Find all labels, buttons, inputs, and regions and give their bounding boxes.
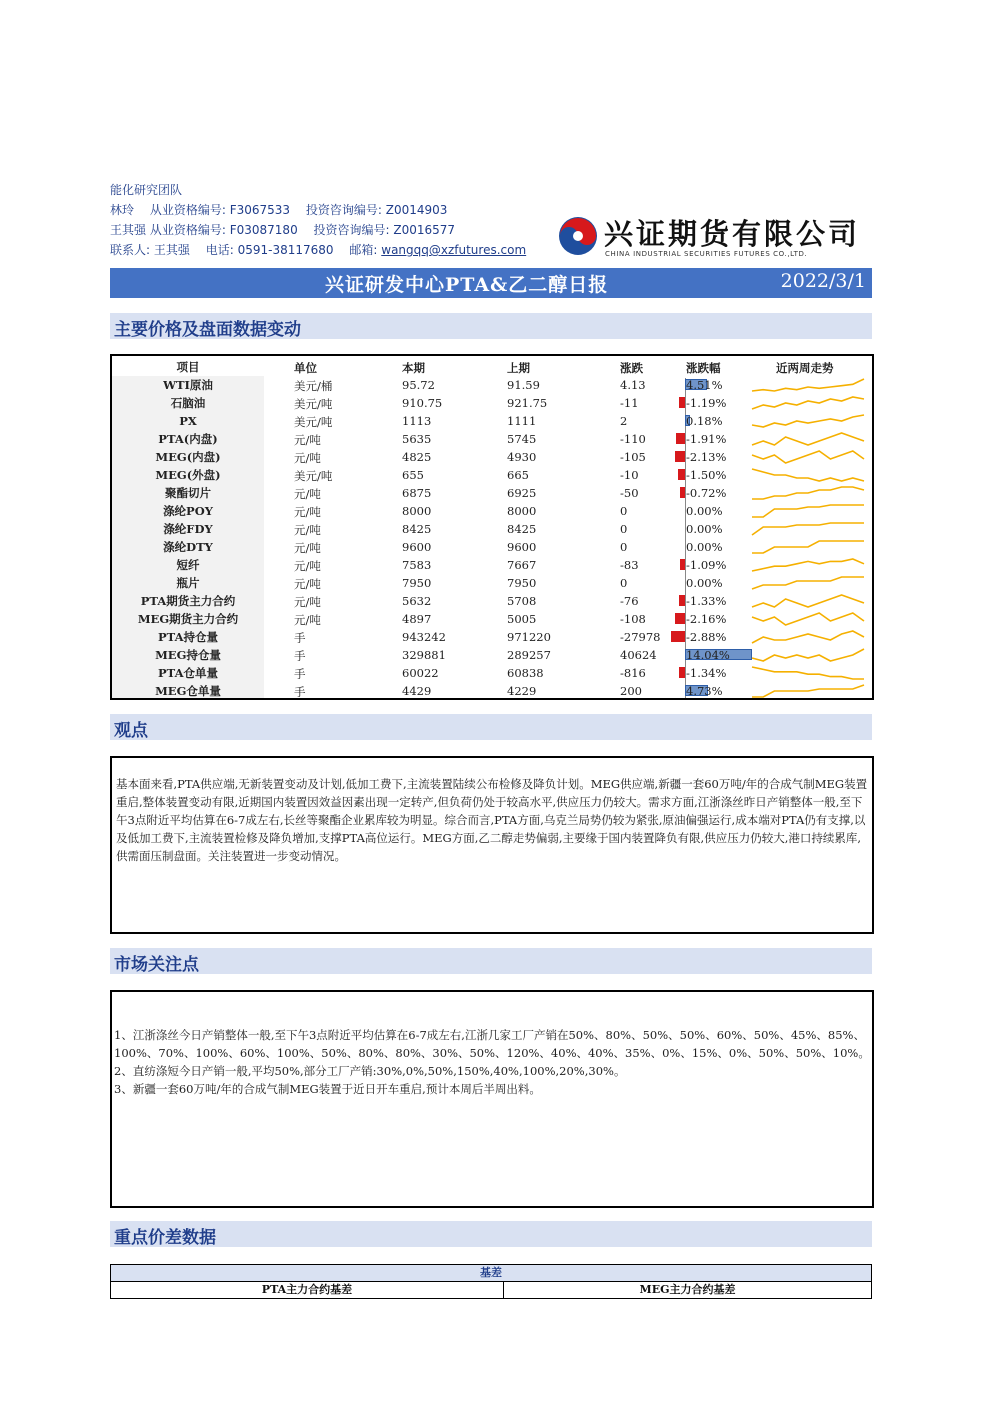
row-unit: 元/吨 bbox=[294, 487, 321, 501]
spread-col-pta: PTA主力合约基差 bbox=[111, 1282, 504, 1298]
table-row bbox=[112, 628, 872, 646]
row-previous: 1111 bbox=[507, 414, 537, 428]
row-unit: 元/吨 bbox=[294, 613, 321, 627]
row-change-pct: -1.91% bbox=[686, 432, 727, 446]
row-name: 涤纶DTY bbox=[112, 538, 264, 556]
row-change: 0 bbox=[620, 576, 628, 590]
header-current: 本期 bbox=[402, 361, 425, 375]
row-current: 95.72 bbox=[402, 378, 435, 392]
change-bar bbox=[679, 667, 685, 678]
table-row bbox=[112, 682, 872, 700]
qual-number: F03087180 bbox=[229, 223, 298, 237]
table-row bbox=[112, 448, 872, 466]
row-name: WTI原油 bbox=[112, 376, 264, 394]
focus-item: 2、直纺涤短今日产销一般,平均50%,部分工厂产销:30%,0%,50%,150%,40%,100%,20%,30%。 bbox=[114, 1064, 626, 1078]
section-header-prices bbox=[110, 313, 872, 339]
row-change: -83 bbox=[620, 558, 639, 572]
row-current: 4897 bbox=[402, 612, 432, 626]
row-name: MEG(外盘) bbox=[112, 466, 264, 484]
row-unit: 元/吨 bbox=[294, 505, 321, 519]
row-previous: 5708 bbox=[507, 594, 537, 608]
change-bar bbox=[671, 631, 685, 642]
analyst-row bbox=[110, 220, 526, 240]
inv-label: 投资咨询编号: bbox=[305, 203, 382, 217]
section-header-spread bbox=[110, 1221, 872, 1247]
contact-name: 王其强 bbox=[153, 243, 190, 257]
row-previous: 4229 bbox=[507, 684, 537, 698]
trend-sparkline bbox=[748, 646, 868, 664]
row-unit: 手 bbox=[294, 631, 306, 645]
section-title: 市场关注点 bbox=[114, 955, 199, 975]
row-change: -11 bbox=[620, 396, 639, 410]
row-change-pct: -2.13% bbox=[686, 450, 727, 464]
company-logo bbox=[558, 214, 870, 264]
row-current: 943242 bbox=[402, 630, 446, 644]
row-change-pct: -1.19% bbox=[686, 396, 727, 410]
trend-line bbox=[752, 469, 864, 481]
row-change: -27978 bbox=[620, 630, 661, 644]
row-change: 0 bbox=[620, 540, 628, 554]
trend-sparkline bbox=[748, 574, 868, 592]
table-row bbox=[112, 646, 872, 664]
row-current: 329881 bbox=[402, 648, 446, 662]
row-change: 0 bbox=[620, 522, 628, 536]
row-current: 910.75 bbox=[402, 396, 443, 410]
row-name: PTA持仓量 bbox=[112, 628, 264, 646]
analyst-row bbox=[110, 200, 526, 220]
row-unit: 美元/吨 bbox=[294, 415, 333, 429]
trend-sparkline bbox=[748, 484, 868, 502]
table-row bbox=[112, 466, 872, 484]
row-name: 石脑油 bbox=[112, 394, 264, 412]
row-previous: 5745 bbox=[507, 432, 537, 446]
table-row bbox=[112, 430, 872, 448]
trend-line bbox=[752, 613, 864, 625]
row-change: 40624 bbox=[620, 648, 657, 662]
row-name: 涤纶POY bbox=[112, 502, 264, 520]
row-change-pct: 0.00% bbox=[686, 522, 723, 536]
trend-sparkline bbox=[748, 394, 868, 412]
analyst-name: 林玲 bbox=[110, 203, 135, 217]
table-row bbox=[112, 394, 872, 412]
inv-number: Z0016577 bbox=[393, 223, 456, 237]
trend-line bbox=[752, 397, 864, 409]
row-name: PTA期货主力合约 bbox=[112, 592, 264, 610]
row-name: MEG持仓量 bbox=[112, 646, 264, 664]
row-unit: 元/吨 bbox=[294, 433, 321, 447]
trend-sparkline bbox=[748, 556, 868, 574]
spread-col-meg: MEG主力合约基差 bbox=[639, 1283, 736, 1296]
focus-box bbox=[110, 990, 874, 1208]
row-previous: 971220 bbox=[507, 630, 551, 644]
trend-line bbox=[752, 631, 864, 643]
row-name: PX bbox=[112, 412, 264, 430]
row-change-pct: -2.88% bbox=[686, 630, 727, 644]
row-previous: 7950 bbox=[507, 576, 537, 590]
trend-line bbox=[752, 577, 864, 589]
row-current: 5632 bbox=[402, 594, 432, 608]
row-change: -110 bbox=[620, 432, 646, 446]
section-header-view bbox=[110, 714, 872, 740]
header-change-pct: 涨跌幅 bbox=[686, 361, 721, 375]
change-bar bbox=[678, 469, 685, 480]
row-name: 短纤 bbox=[112, 556, 264, 574]
trend-sparkline bbox=[748, 628, 868, 646]
row-current: 8425 bbox=[402, 522, 432, 536]
change-bar bbox=[680, 487, 685, 498]
contact-row bbox=[110, 240, 526, 260]
row-change-pct: -0.72% bbox=[686, 486, 727, 500]
row-previous: 289257 bbox=[507, 648, 551, 662]
row-unit: 手 bbox=[294, 649, 306, 663]
row-unit: 美元/桶 bbox=[294, 379, 333, 393]
row-change-pct: -1.50% bbox=[686, 468, 727, 482]
focus-item: 3、新疆一套60万吨/年的合成气制MEG装置于近日开车重启,预计本周后半周出料。 bbox=[114, 1082, 541, 1096]
trend-sparkline bbox=[748, 592, 868, 610]
row-previous: 91.59 bbox=[507, 378, 540, 392]
row-unit: 元/吨 bbox=[294, 577, 321, 591]
header-change: 涨跌 bbox=[620, 361, 643, 375]
row-change: 4.13 bbox=[620, 378, 646, 392]
logo-name: 兴证期货有限公司 bbox=[604, 217, 861, 251]
row-change-pct: 0.18% bbox=[686, 414, 723, 428]
trend-sparkline bbox=[748, 430, 868, 448]
row-change: 2 bbox=[620, 414, 628, 428]
report-title: 兴证研发中心PTA&乙二醇日报 bbox=[325, 274, 609, 296]
row-name: MEG期货主力合约 bbox=[112, 610, 264, 628]
team-name: 能化研究团队 bbox=[110, 183, 183, 197]
row-unit: 美元/吨 bbox=[294, 397, 333, 411]
row-change-pct: 4.51% bbox=[686, 378, 723, 392]
spread-table-header-row bbox=[111, 1282, 871, 1298]
table-row bbox=[112, 520, 872, 538]
report-date: 2022/3/1 bbox=[780, 270, 866, 292]
table-row bbox=[112, 484, 872, 502]
qual-label: 从业资格编号: bbox=[149, 203, 226, 217]
row-change: -50 bbox=[620, 486, 639, 500]
row-change-pct: 0.00% bbox=[686, 540, 723, 554]
change-bar bbox=[676, 433, 685, 444]
row-name: PTA(内盘) bbox=[112, 430, 264, 448]
change-bar bbox=[680, 559, 685, 570]
row-change-pct: 0.00% bbox=[686, 576, 723, 590]
table-row bbox=[112, 592, 872, 610]
row-unit: 元/吨 bbox=[294, 541, 321, 555]
email-link[interactable]: wangqq@xzfutures.com bbox=[381, 243, 527, 257]
row-unit: 元/吨 bbox=[294, 451, 321, 465]
row-current: 4825 bbox=[402, 450, 432, 464]
trend-sparkline bbox=[748, 412, 868, 430]
email-label: 邮箱: bbox=[349, 243, 378, 257]
row-name: MEG仓单量 bbox=[112, 682, 264, 700]
row-name: PTA仓单量 bbox=[112, 664, 264, 682]
row-name: 瓶片 bbox=[112, 574, 264, 592]
section-title: 主要价格及盘面数据变动 bbox=[114, 320, 301, 340]
trend-line bbox=[752, 649, 864, 661]
row-change: 0 bbox=[620, 504, 628, 518]
row-current: 655 bbox=[402, 468, 424, 482]
table-row bbox=[112, 556, 872, 574]
row-current: 7583 bbox=[402, 558, 432, 572]
trend-sparkline bbox=[748, 376, 868, 394]
row-previous: 7667 bbox=[507, 558, 537, 572]
row-unit: 手 bbox=[294, 667, 306, 681]
focus-item: 1、江浙涤丝今日产销整体一般,至下午3点附近平均估算在6-7成左右,江浙几家工厂产销在50%、80%、50%、50%、60%、50%、45%、85%、100%、70%、100%、60%、100%、50%、80%、80%、30%、50%、120%、40%、40%、35%、0%、15%、0%、50%、50%、10%。 bbox=[114, 1028, 870, 1060]
row-current: 7950 bbox=[402, 576, 432, 590]
row-change: -76 bbox=[620, 594, 639, 608]
row-change-pct: -1.33% bbox=[686, 594, 727, 608]
phone-number: 0591-38117680 bbox=[237, 243, 334, 257]
spread-table-title: 基差 bbox=[111, 1265, 871, 1282]
row-unit: 元/吨 bbox=[294, 595, 321, 609]
row-name: MEG(内盘) bbox=[112, 448, 264, 466]
row-current: 5635 bbox=[402, 432, 432, 446]
trend-sparkline bbox=[748, 682, 868, 700]
trend-line bbox=[752, 685, 864, 697]
row-previous: 921.75 bbox=[507, 396, 548, 410]
contact-block bbox=[110, 180, 526, 260]
trend-sparkline bbox=[748, 664, 868, 682]
row-change: -108 bbox=[620, 612, 646, 626]
table-row bbox=[112, 610, 872, 628]
logo-swirl-icon bbox=[558, 216, 598, 256]
change-bar bbox=[679, 595, 685, 606]
trend-line bbox=[752, 487, 864, 499]
row-change-pct: -2.16% bbox=[686, 612, 727, 626]
logo-english-name: CHINA INDUSTRIAL SECURITIES FUTURES CO.,LTD. bbox=[605, 250, 808, 258]
spread-table bbox=[110, 1264, 872, 1299]
row-change: -10 bbox=[620, 468, 639, 482]
row-change: -816 bbox=[620, 666, 646, 680]
trend-line bbox=[752, 451, 864, 463]
table-row bbox=[112, 574, 872, 592]
row-previous: 9600 bbox=[507, 540, 537, 554]
header-item: 项目 bbox=[176, 360, 200, 374]
section-header-focus bbox=[110, 948, 872, 974]
change-bar bbox=[675, 451, 685, 462]
row-current: 1113 bbox=[402, 414, 432, 428]
trend-sparkline bbox=[748, 538, 868, 556]
section-title: 重点价差数据 bbox=[114, 1228, 216, 1248]
row-change-pct: 4.73% bbox=[686, 684, 723, 698]
trend-sparkline bbox=[748, 466, 868, 484]
analyst-name: 王其强 bbox=[110, 223, 147, 237]
trend-line bbox=[752, 595, 864, 607]
table-row bbox=[112, 538, 872, 556]
row-current: 9600 bbox=[402, 540, 432, 554]
header-trend: 近两周走势 bbox=[776, 361, 834, 375]
row-unit: 美元/吨 bbox=[294, 469, 333, 483]
qual-number: F3067533 bbox=[229, 203, 291, 217]
report-title-bar bbox=[110, 268, 872, 298]
row-name: 聚酯切片 bbox=[112, 484, 264, 502]
qual-label: 从业资格编号: bbox=[149, 223, 226, 237]
trend-line bbox=[752, 559, 864, 571]
row-current: 8000 bbox=[402, 504, 432, 518]
trend-line bbox=[752, 415, 864, 427]
row-previous: 8425 bbox=[507, 522, 537, 536]
row-previous: 4930 bbox=[507, 450, 537, 464]
row-current: 4429 bbox=[402, 684, 432, 698]
table-row bbox=[112, 502, 872, 520]
price-table bbox=[110, 354, 874, 700]
table-row bbox=[112, 664, 872, 682]
contact-label: 联系人: bbox=[110, 243, 151, 257]
trend-line bbox=[752, 379, 864, 391]
inv-label: 投资咨询编号: bbox=[313, 223, 390, 237]
change-bar bbox=[675, 613, 685, 624]
change-bar bbox=[679, 397, 685, 408]
trend-sparkline bbox=[748, 448, 868, 466]
row-previous: 8000 bbox=[507, 504, 537, 518]
row-name: 涤纶FDY bbox=[112, 520, 264, 538]
inv-number: Z0014903 bbox=[385, 203, 448, 217]
row-current: 60022 bbox=[402, 666, 439, 680]
row-previous: 5005 bbox=[507, 612, 537, 626]
trend-line bbox=[752, 523, 864, 535]
trend-sparkline bbox=[748, 502, 868, 520]
table-header-row bbox=[112, 358, 872, 376]
trend-line bbox=[752, 505, 864, 517]
row-unit: 元/吨 bbox=[294, 559, 321, 573]
trend-line bbox=[752, 541, 864, 553]
row-change-pct: -1.09% bbox=[686, 558, 727, 572]
row-change-pct: 0.00% bbox=[686, 504, 723, 518]
table-row bbox=[112, 376, 872, 394]
trend-line bbox=[752, 667, 864, 679]
row-previous: 6925 bbox=[507, 486, 537, 500]
row-unit: 手 bbox=[294, 685, 306, 699]
row-change: 200 bbox=[620, 684, 642, 698]
header-previous: 上期 bbox=[507, 361, 530, 375]
view-box bbox=[110, 756, 874, 934]
view-paragraph: 基本面来看,PTA供应端,无新装置变动及计划,低加工费下,主流装置陆续公布检修及降负计划。MEG供应端,新疆一套60万吨/年的合成气制MEG装置重启,整体装置变动有限,近期国内装置因效益因素出现一定转产,但负荷仍处于较高水平,供应压力仍较大。需求方面,江浙涤丝昨日产销整体一般,至下午3点附近平均估算在6-7成左右,长丝等聚酯企业累库较为明显。综合而言,PTA方面,乌克兰局势仍较为紧张,原油偏强运行,成本端对PTA仍有支撑,以及低加工费下,主流装置检修及降负增加,支撑PTA高位运行。MEG方面,乙二醇走势偏弱,主要缘于国内装置降负有限,供应压力仍较大,港口持续累库,供需面压制盘面。关注装置进一步变动情况。 bbox=[116, 777, 868, 863]
row-previous: 60838 bbox=[507, 666, 544, 680]
row-change: -105 bbox=[620, 450, 646, 464]
section-title: 观点 bbox=[114, 721, 148, 741]
header-unit: 单位 bbox=[294, 361, 317, 375]
trend-line bbox=[752, 433, 864, 445]
row-current: 6875 bbox=[402, 486, 432, 500]
trend-sparkline bbox=[748, 610, 868, 628]
trend-sparkline bbox=[748, 520, 868, 538]
table-row bbox=[112, 412, 872, 430]
row-unit: 元/吨 bbox=[294, 523, 321, 537]
row-change-pct: 14.04% bbox=[686, 648, 730, 662]
phone-label: 电话: bbox=[205, 243, 234, 257]
row-previous: 665 bbox=[507, 468, 529, 482]
row-change-pct: -1.34% bbox=[686, 666, 727, 680]
